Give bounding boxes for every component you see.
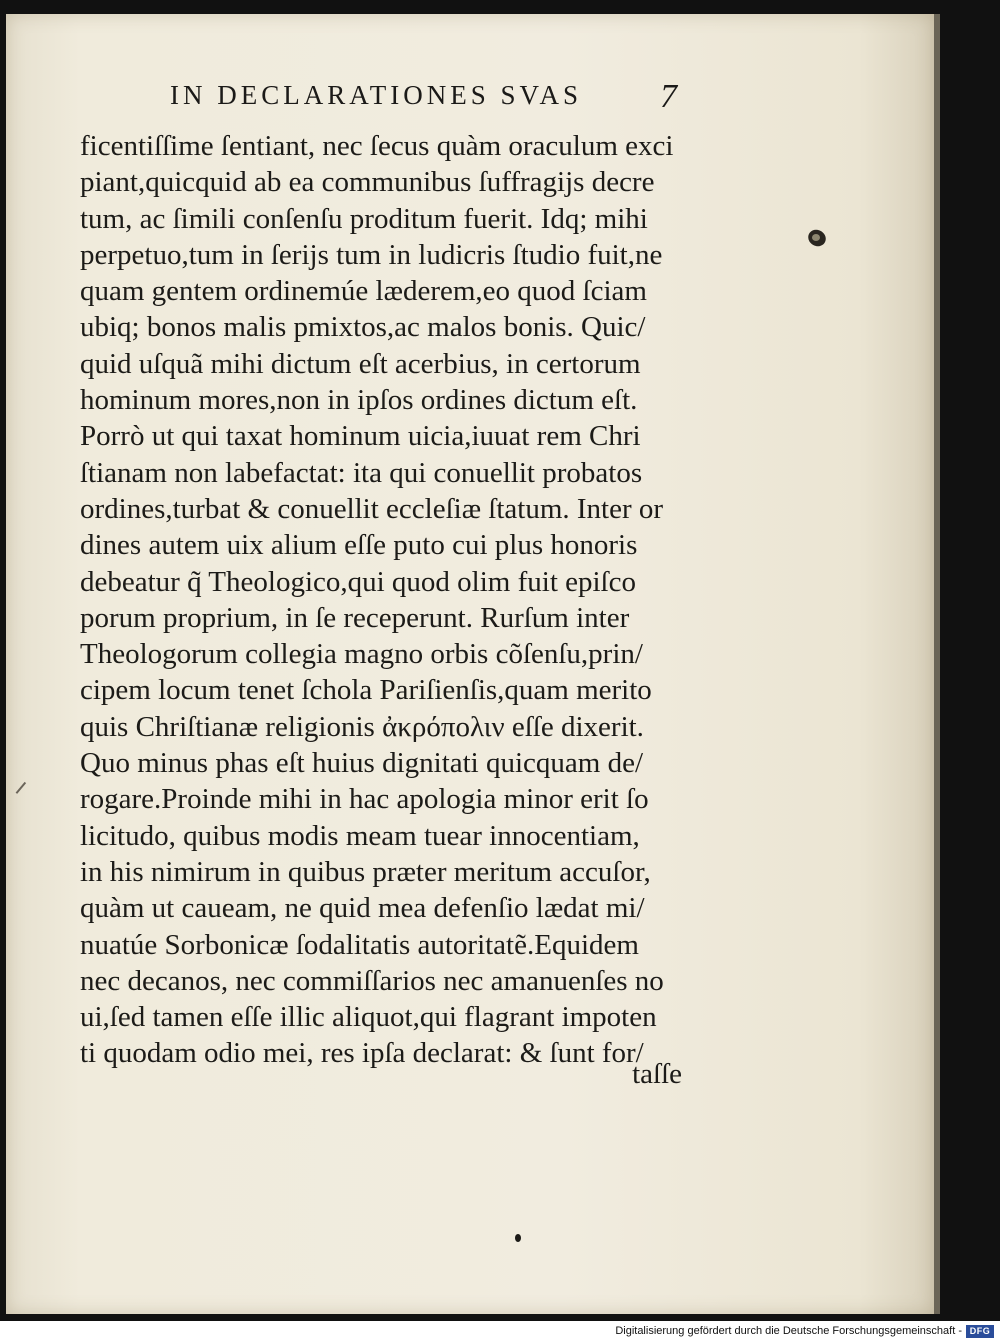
body-text xyxy=(80,128,680,1072)
text-line: hominum mores,non in ipſos ordines dictum eſt. xyxy=(80,384,638,417)
page-number: 7 xyxy=(660,78,677,115)
text-line: nuatúe Sorbonicæ ſodalitatis autoritatẽ.Equidem xyxy=(80,928,639,961)
text-line: ordines,turbat & conuellit eccleſiæ ſtatum. Inter or xyxy=(80,492,664,525)
text-line: ubiq; bonos malis pmixtos,ac malos bonis. Quic/ xyxy=(80,311,646,344)
text-line: nec decanos, nec commiſſarios nec amanuenſes no xyxy=(80,964,664,997)
text-line: Porrò ut qui taxat hominum uicia,iuuat rem Chri xyxy=(80,420,641,453)
text-line: quàm ut caueam, ne quid mea defenſio lædat mi/ xyxy=(80,892,645,925)
text-line: quis Chriſtianæ religionis ἀκρόπολιν eſſe dixerit. xyxy=(80,710,644,743)
text-line: quid uſquã mihi dictum eſt acerbius, in certorum xyxy=(80,347,641,380)
text-line: quam gentem ordinemúe læderem,eo quod ſciam xyxy=(80,275,647,308)
text-line: ui,ſed tamen eſſe illic aliquot,qui flagrant impoten xyxy=(80,1001,657,1034)
catchword: taſſe xyxy=(632,1058,682,1090)
text-line: piant,quicquid ab ea communibus ſuffragijs decre xyxy=(80,166,655,199)
text-line: licitudo, quibus modis meam tuear innocentiam, xyxy=(80,819,640,852)
page-edge xyxy=(934,14,940,1314)
text-line: perpetuo,tum in ſerijs tum in ludicris ſtudio fuit,ne xyxy=(80,238,663,271)
text-line: ficentiſſime ſentiant, nec ſecus quàm oraculum exci xyxy=(80,130,674,162)
text-line: dines autem uix alium eſſe puto cui plus honoris xyxy=(80,529,638,562)
footer-bar xyxy=(0,1321,1000,1343)
ink-stain-highlight xyxy=(812,234,820,241)
ink-dot xyxy=(515,1234,521,1242)
text-line: Theologorum collegia magno orbis cõſenſu,prin/ xyxy=(80,638,643,671)
text-line: ſtianam non labefactat: ita qui conuellit probatos xyxy=(80,456,643,489)
text-line: Quo minus phas eſt huius dignitati quicquam de/ xyxy=(80,747,644,780)
text-line: rogare.Proinde mihi in hac apologia minor erit ſo xyxy=(80,783,649,816)
text-line: porum proprium, in ſe receperunt. Rurſum inter xyxy=(80,601,630,634)
text-line: cipem locum tenet ſchola Pariſienſis,quam merito xyxy=(80,674,652,707)
text-line: tum, ac ſimili conſenſu proditum fuerit. Idq; mihi xyxy=(80,202,648,235)
funding-credit: Digitalisierung gefördert durch die Deutsche Forschungsgemeinschaft - xyxy=(615,1325,962,1337)
running-head: IN DECLARATIONES SVAS xyxy=(170,80,583,110)
text-line: in his nimirum in quibus præter meritum accuſor, xyxy=(80,855,651,888)
text-line: ti quodam odio mei, res ipſa declarat: & ſunt for/ xyxy=(80,1037,644,1070)
dfg-logo: DFG xyxy=(966,1325,994,1338)
text-line: debeatur q̃ Theologico,qui quod olim fuit epiſco xyxy=(80,565,636,598)
